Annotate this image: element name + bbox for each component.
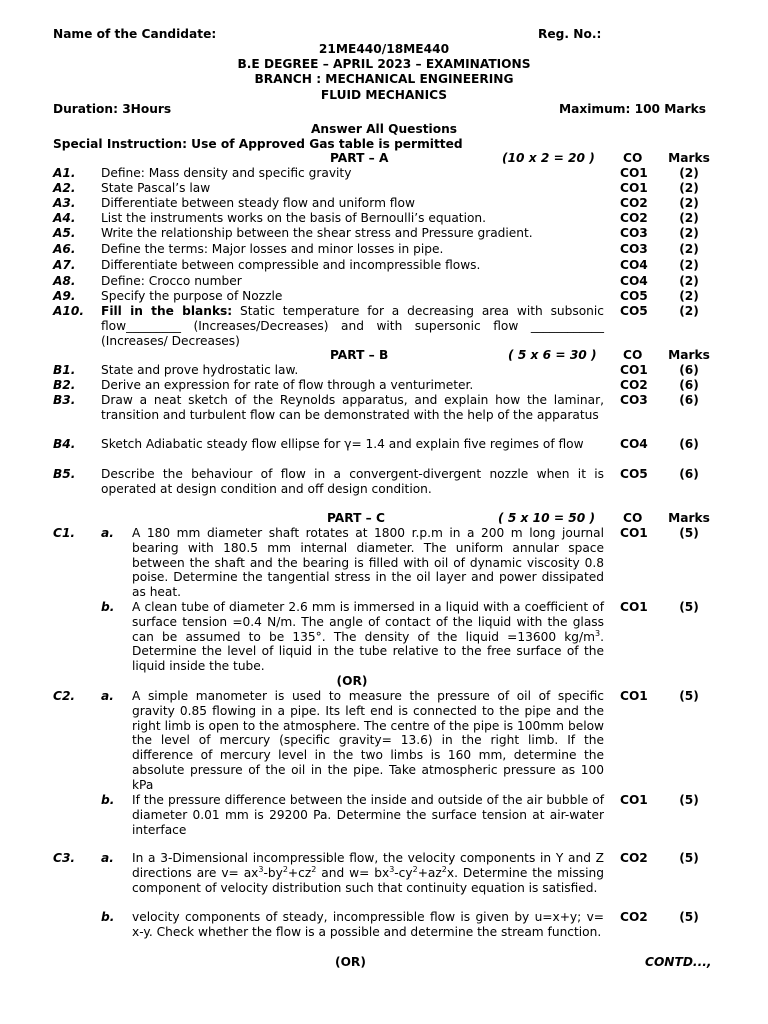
text-part: x. Determine the missing component of velocity distribution such that continuity equation is satisfied. [132,865,604,895]
sub-question-label: a. [101,689,114,703]
superscript: 2 [311,864,317,874]
question-marks: (6) [679,363,699,377]
text-part: and w= bx [316,865,390,880]
question-text: If the pressure difference between the inside and outside of the air bubble of diameter 0.01 mm is 29200 Pa. Determine the surface tension at air-water interface [132,793,604,837]
question-text: Specify the purpose of Nozzle [101,289,283,303]
question-marks: (2) [679,274,699,288]
question-number: A8. [53,274,76,288]
question-marks: (2) [679,166,699,180]
question-text: Draw a neat sketch of the Reynolds apparatus, and explain how the laminar, transition and turbulent flow can be demonstrated with the help of the apparatus [101,393,604,422]
question-marks: (5) [679,526,699,540]
text-part: . Determine the level of liquid in the tube relative to the free surface of the liquid inside the tube. [132,629,604,673]
question-marks: (2) [679,196,699,210]
question-text: Define: Mass density and specific gravity [101,166,352,180]
course-outcome: CO2 [620,910,648,924]
question-text: List the instruments works on the basis of Bernoulli’s equation. [101,211,487,225]
question-marks: (2) [679,258,699,272]
question-marks: (6) [679,467,699,481]
question-number: B4. [53,437,76,451]
text-part: -by [263,865,283,880]
co-column-header: CO [623,511,643,525]
course-outcome: CO5 [620,467,648,481]
answer-all-instruction: Answer All Questions [310,122,458,136]
question-number: C2. [53,689,76,703]
branch-title: BRANCH : MECHANICAL ENGINEERING [254,72,514,86]
question-number: A4. [53,211,76,225]
degree-title: B.E DEGREE – APRIL 2023 – EXAMINATIONS [237,57,531,71]
text-part: -cy [394,865,413,880]
question-marks: (5) [679,851,699,865]
course-outcome: CO1 [620,166,648,180]
course-outcome: CO1 [620,793,648,807]
question-number: A3. [53,196,76,210]
part-b-title: PART – B [330,348,389,362]
superscript: 3 [595,628,601,638]
question-marks: (5) [679,689,699,703]
course-outcome: CO4 [620,274,648,288]
question-text: Write the relationship between the shear stress and Pressure gradient. [101,226,533,240]
part-a-scheme: (10 x 2 = 20 ) [502,151,595,165]
course-outcome: CO3 [620,242,648,256]
course-outcome: CO2 [620,378,648,392]
sub-question-label: b. [101,600,115,614]
question-marks: (2) [679,211,699,225]
or-separator: (OR) [335,955,366,969]
course-outcome: CO4 [620,437,648,451]
course-outcome: CO1 [620,363,648,377]
question-text: State Pascal’s law [101,181,211,195]
course-outcome: CO1 [620,600,648,614]
question-text: A simple manometer is used to measure the pressure of oil of specific gravity 0.85 flowing in a pipe. Its left end is connected to the pipe and the right limb is open to the atmosphere. The centre of the pipe is 100mm below the level of mercury (specific gravity= 13.6) in the right limb. If the difference of mercury level in the two limbs is 160 mm, determine the absolute pressure of the oil in the pipe. Take atmospheric pressure as 100 kPa [132,689,604,792]
course-outcome: CO3 [620,226,648,240]
sub-question-label: a. [101,526,114,540]
question-marks: (2) [679,304,699,318]
marks-column-header: Marks [668,511,710,525]
question-marks: (2) [679,181,699,195]
question-text: Sketch Adiabatic steady flow ellipse for γ= 1.4 and explain five regimes of flow [101,437,584,451]
question-text: A 180 mm diameter shaft rotates at 1800 r.p.m in a 200 m long journal bearing with 180.5 mm internal diameter. The uniform annular space between the shaft and the bearing is filled with oil of dynamic viscosity 0.8 poise. Determine the tangential stress in the oil layer and power dissipated as heat. [132,526,604,599]
question-text: State and prove hydrostatic law. [101,363,299,377]
sub-question-label: a. [101,851,114,865]
question-text [132,600,604,674]
question-marks: (6) [679,378,699,392]
question-marks: (5) [679,600,699,614]
question-text: Differentiate between compressible and incompressible flows. [101,258,481,272]
marks-column-header: Marks [668,151,710,165]
question-number: A5. [53,226,76,240]
special-instruction: Special Instruction: Use of Approved Gas table is permitted [53,137,463,151]
superscript: 3 [258,864,264,874]
question-number: A6. [53,242,76,256]
question-text: Describe the behaviour of flow in a convergent-divergent nozzle when it is operated at design condition and off design condition. [101,467,604,496]
question-marks: (5) [679,910,699,924]
or-separator: (OR) [336,674,368,688]
fill-blanks-lead: Fill in the blanks: [101,304,233,318]
course-outcome: CO3 [620,393,648,407]
fill-blanks-text: Static temperature for a decreasing area with subsonic flow_________ (Increases/Decreases) and with supersonic flow ____________ (Increases/ Decreases) [101,304,604,348]
question-number: C3. [53,851,76,865]
question-text: Differentiate between steady flow and uniform flow [101,196,415,210]
sub-question-label: b. [101,793,115,807]
course-outcome: CO5 [620,289,648,303]
text-part: A clean tube of diameter 2.6 mm is immersed in a liquid with a coefficient of surface tension =0.4 N/m. The angle of contact of the liquid with the glass can be assumed to be 135°. The density of the liquid =13600 kg/m [132,600,604,644]
reg-no-label: Reg. No.: [538,27,602,41]
course-outcome: CO2 [620,196,648,210]
question-marks: (5) [679,793,699,807]
question-number: B1. [53,363,76,377]
question-number: C1. [53,526,76,540]
part-a-title: PART – A [330,151,389,165]
question-marks: (2) [679,226,699,240]
text-part: +cz [287,865,312,880]
part-c-scheme: ( 5 x 10 = 50 ) [498,511,596,525]
superscript: 2 [441,864,447,874]
sub-question-label: b. [101,910,115,924]
question-marks: (2) [679,289,699,303]
question-marks: (6) [679,437,699,451]
course-outcome: CO5 [620,304,648,318]
question-text: Derive an expression for rate of flow through a venturimeter. [101,378,474,392]
question-text [101,304,604,348]
question-number: A7. [53,258,76,272]
duration-label: Duration: 3Hours [53,102,172,116]
text-part: In a 3-Dimensional incompressible flow, the velocity components in Y and Z directions are v= ax [132,851,604,880]
part-c-title: PART – C [327,511,385,525]
superscript: 2 [412,864,418,874]
superscript: 3 [389,864,395,874]
course-outcome: CO4 [620,258,648,272]
course-outcome: CO2 [620,851,648,865]
course-outcome: CO1 [620,181,648,195]
superscript: 2 [282,864,288,874]
continued-label: CONTD..., [645,955,712,969]
question-number: A2. [53,181,76,195]
text-part: +az [417,865,442,880]
co-column-header: CO [623,151,643,165]
course-code: 21ME440/18ME440 [318,42,450,56]
question-number: A9. [53,289,76,303]
course-outcome: CO2 [620,211,648,225]
question-number: A10. [53,304,85,318]
question-text: Define: Crocco number [101,274,242,288]
question-number: B5. [53,467,76,481]
part-b-scheme: ( 5 x 6 = 30 ) [508,348,597,362]
course-outcome: CO1 [620,526,648,540]
question-number: B3. [53,393,76,407]
course-outcome: CO1 [620,689,648,703]
question-number: A1. [53,166,76,180]
marks-column-header: Marks [668,348,710,362]
maximum-marks-label: Maximum: 100 Marks [559,102,706,116]
co-column-header: CO [623,348,643,362]
question-text: velocity components of steady, incompressible flow is given by u=x+y; v= x-y. Check whether the flow is a possible and determine the stream function. [132,910,604,939]
question-marks: (6) [679,393,699,407]
question-number: B2. [53,378,76,392]
question-text: Define the terms: Major losses and minor losses in pipe. [101,242,444,256]
candidate-name-label: Name of the Candidate: [53,27,217,41]
question-text [132,851,604,895]
subject-title: FLUID MECHANICS [320,88,448,102]
question-marks: (2) [679,242,699,256]
